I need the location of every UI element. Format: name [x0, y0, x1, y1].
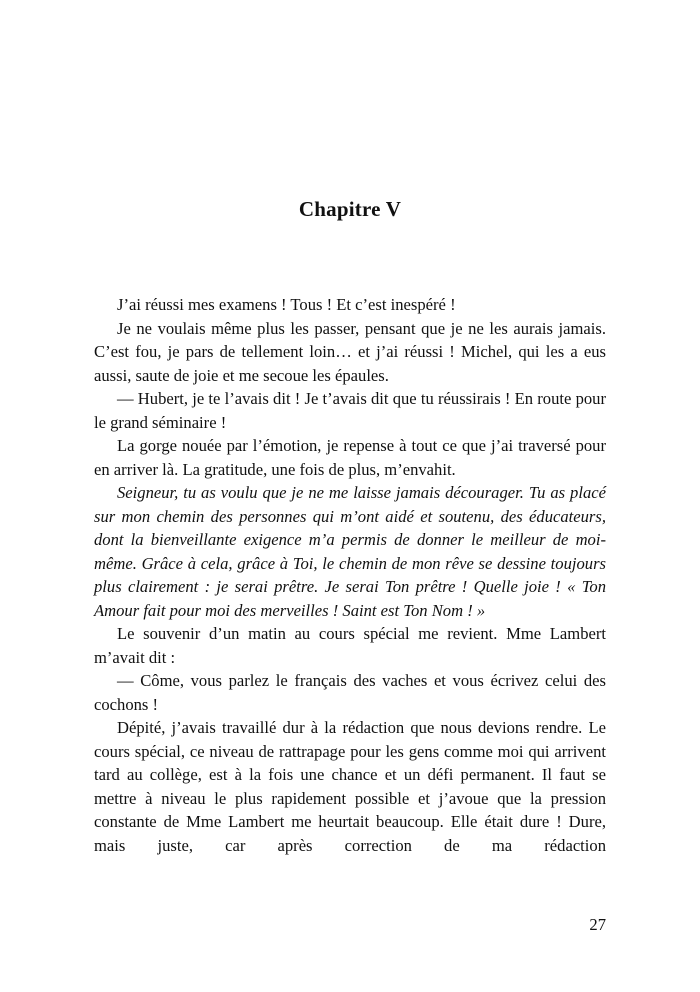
- paragraph: La gorge nouée par l’émotion, je repense à tout ce que j’ai traversé pour en arriver là. La gratitude, une fois de plus, m’envahit.: [94, 436, 606, 479]
- chapter-body: [94, 293, 606, 857]
- paragraph: Le souvenir d’un matin au cours spécial me revient. Mme Lambert m’avait dit :: [94, 624, 606, 667]
- paragraph: — Côme, vous parlez le français des vaches et vous écrivez celui des cochons !: [94, 671, 606, 714]
- paragraph: — Hubert, je te l’avais dit ! Je t’avais dit que tu réussirais ! En route pour le grand séminaire !: [94, 389, 606, 432]
- prayer-paragraph: Seigneur, tu as voulu que je ne me laisse jamais décourager. Tu as placé sur mon chemin des personnes qui m’ont aidé et soutenu, des éducateurs, dont la bienveillante exigence m’a permis de donner le meilleur de moi-même. Grâce à cela, grâce à Toi, le chemin de mon rêve se dessine toujours plus clairement : je serai prêtre. Je serai Ton prêtre ! Quelle joie ! « Ton Amour fait pour moi des merveilles ! Saint est Ton Nom ! »: [94, 483, 606, 620]
- paragraph: Dépité, j’avais travaillé dur à la rédaction que nous devions rendre. Le cours spécial, ce niveau de rattrapage pour les gens comme moi qui arrivent tard au collège, est à la fois une chance et un défi permanent. Il faut se mettre à niveau le plus rapidement possible et j’avoue que la pression constante de Mme Lambert me heurtait beaucoup. Elle était dure ! Dure, mais juste, car après correction de ma rédaction: [94, 718, 606, 855]
- paragraph: Je ne voulais même plus les passer, pensant que je ne les aurais jamais. C’est fou, je pars de tellement loin… et j’ai réussi ! Michel, qui les a eus aussi, saute de joie et me secoue les épaules.: [94, 318, 606, 385]
- chapter-title: Chapitre V: [298, 197, 402, 221]
- page-number: 27: [589, 915, 606, 934]
- paragraph: J’ai réussi mes examens ! Tous ! Et c’est inespéré !: [117, 295, 456, 314]
